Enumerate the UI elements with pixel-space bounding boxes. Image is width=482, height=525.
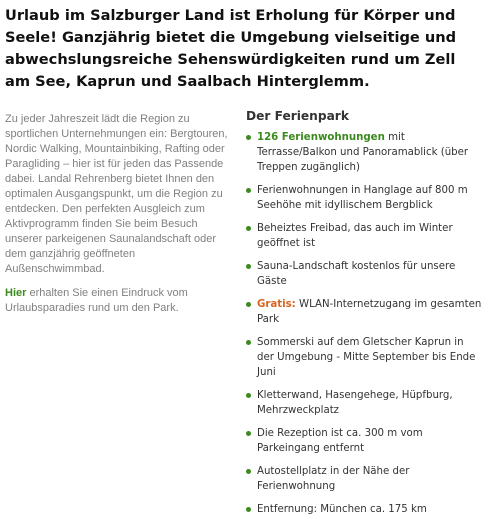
feature-text: Kletterwand, Hasengehege, Hüpfburg, Mehrzweckplatz [257,390,453,416]
feature-text: Sommerski auf dem Gletscher Kaprun in der Umgebung - Mitte September bis Ende Juni [257,337,476,378]
feature-text: Die Rezeption ist ca. 300 m vom Parkeingang entfernt [257,428,423,454]
feature-text: Entfernung: München ca. 175 km [257,504,427,515]
feature-item [246,259,482,289]
feature-item [246,335,482,380]
region-paragraph: Zu jeder Jahreszeit lädt die Region zu sportlichen Unternehmungen ein: Bergtouren, Nordic Walking, Mountainbiking, Rafting oder Paragliding – hier ist für jeden das Passende dabei. Landal Rehrenberg bietet Ihnen den optimalen Ausgangspunkt, um die Region zu entdecken. Den perfekten Ausgleich zum Aktivprogramm finden Sie beim Besuch unserer parkeigenen Saunalandschaft oder dem ganzjährig geöffneten Außenschwimmbad. [5,113,228,275]
bullet-icon [246,135,251,140]
feature-item [246,388,482,418]
intro-headline: Urlaub im Salzburger Land ist Erholung für Körper und Seele! Ganzjährig bietet die Umgebung vielseitige und abwechslungsreiche Sehenswürdigkeiten rund um Zell am See, Kaprun und Saalbach Hinterglemm. [5,7,457,90]
feature-item [246,426,482,456]
feature-item [246,221,482,251]
feature-text: Beheiztes Freibad, das auch im Winter geöffnet ist [257,223,453,249]
feature-item [246,502,482,517]
feature-item [246,464,482,494]
bullet-icon [246,507,251,512]
impression-link[interactable]: Hier [5,287,27,299]
feature-list [246,130,482,517]
feature-text: mit Terrasse/Balkon und Panoramablick (über Treppen zugänglich) [257,132,469,173]
region-description [5,112,230,325]
ferienpark-title: Der Ferienpark [246,109,349,123]
bullet-icon [246,431,251,436]
impression-text: erhalten Sie einen Eindruck vom Urlaubsparadies rund um den Park. [5,287,188,314]
feature-text: WLAN-Internetzugang im gesamten Park [257,299,482,325]
bullet-icon [246,226,251,231]
feature-text: Autostellplatz in der Nähe der Ferienwohnung [257,466,410,492]
feature-highlight: 126 Ferienwohnungen [257,132,385,143]
bullet-icon [246,188,251,193]
bullet-icon [246,393,251,398]
bullet-icon [246,469,251,474]
feature-item [246,297,482,327]
impression-paragraph [5,286,230,316]
feature-item [246,130,482,175]
feature-highlight: Gratis: [257,299,296,310]
bullet-icon [246,264,251,269]
feature-item [246,183,482,213]
bullet-icon [246,340,251,345]
bullet-icon [246,302,251,307]
ferienpark-section [246,108,482,525]
feature-text: Sauna-Landschaft kostenlos für unsere Gäste [257,261,456,287]
feature-text: Ferienwohnungen in Hanglage auf 800 m Seehöhe mit idyllischem Bergblick [257,185,468,211]
